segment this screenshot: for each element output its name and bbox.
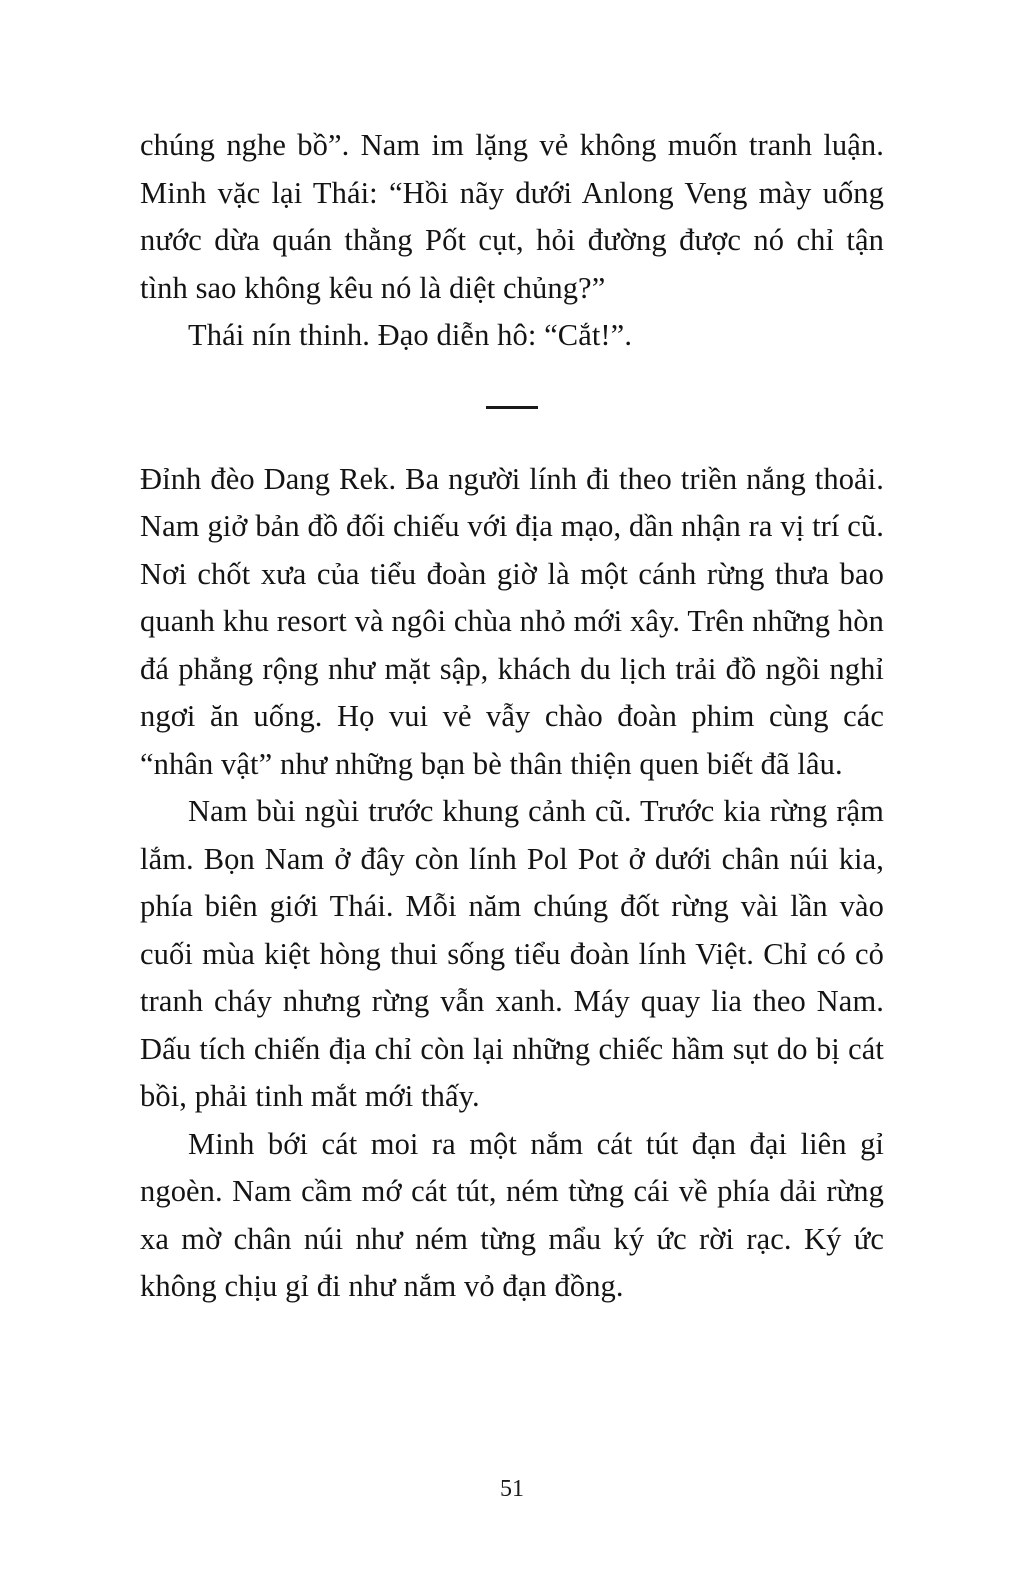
paragraph: Minh bới cát moi ra một nắm cát tút đạn đại liên gỉ ngoèn. Nam cầm mớ cát tút, ném từng cái về phía dải rừng xa mờ chân núi như ném từng mẩu ký ức rời rạc. Ký ức không chịu gỉ đi như nắm vỏ đạn đồng. [140,1126,884,1303]
paragraph: chúng nghe bồ”. Nam im lặng vẻ không muốn tranh luận. Minh vặc lại Thái: “Hồi nãy dưới Anlong Veng mày uống nước dừa quán thằng Pốt cụt, hỏi đường được nó chỉ tận tình sao không kêu nó là diệt chủng?” [140,128,884,305]
paragraph: Thái nín thinh. Đạo diễn hô: “Cắt!”. [188,318,633,352]
section-divider [140,360,884,456]
paragraph: Đỉnh đèo Dang Rek. Ba người lính đi theo triền nắng thoải. Nam giở bản đồ đối chiếu với địa mạo, dần nhận ra vị trí cũ. Nơi chốt xưa của tiểu đoàn giờ là một cánh rừng thưa bao quanh khu resort và ngôi chùa nhỏ mới xây. Trên những hòn đá phẳng rộng như mặt sập, khách du lịch trải đồ ngồi nghỉ ngơi ăn uống. Họ vui vẻ vẫy chào đoàn phim cùng các “nhân vật” như những bạn bè thân thiện quen biết đã lâu. [140,461,884,781]
page-text-column [140,122,884,360]
paragraph: Nam bùi ngùi trước khung cảnh cũ. Trước kia rừng rậm lắm. Bọn Nam ở đây còn lính Pol Pot ở dưới chân núi kia, phía biên giới Thái. Mỗi năm chúng đốt rừng vài lần vào cuối mùa kiệt hòng thui sống tiểu đoàn lính Việt. Chỉ có cỏ tranh cháy nhưng rừng vẫn xanh. Máy quay lia theo Nam. Dấu tích chiến địa chỉ còn lại những chiếc hầm sụt do bị cát bồi, phải tinh mắt mới thấy. [140,794,884,1113]
section-divider-rule [486,406,538,409]
page-number: 51 [500,1476,524,1502]
page-text-column-continued [140,456,884,1311]
